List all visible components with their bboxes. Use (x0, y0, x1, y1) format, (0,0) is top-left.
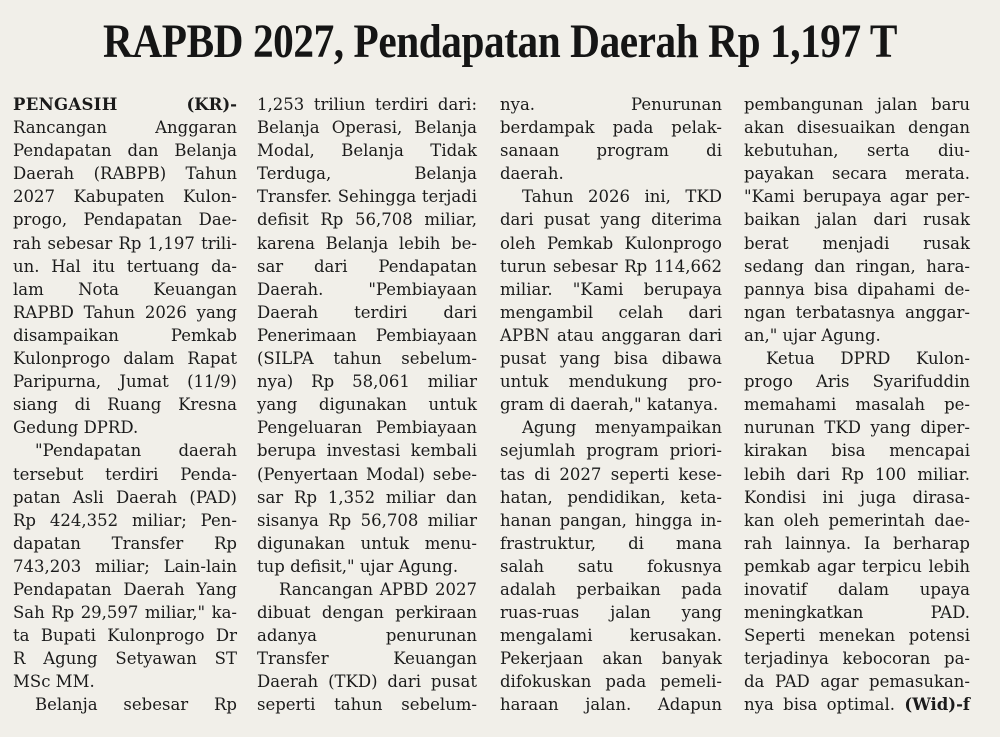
text-line: 1,253 triliun terdiri dari: (257, 95, 477, 114)
text-line: turun sebesar Rp 114,662 (500, 256, 722, 276)
text-line: MSc MM. (13, 672, 95, 692)
text-line: un. Hal itu tertuang da- (13, 256, 237, 276)
text-line: meningkatkan PAD. (744, 603, 970, 623)
text-line: Terduga, Belanja (257, 164, 477, 184)
text-line: mengambil celah dari (500, 302, 722, 322)
text-line: Belanja sebesar Rp (35, 695, 237, 715)
text-line: berdampak pada pelak- (500, 118, 722, 138)
text-line: dapatan Transfer Rp (13, 533, 237, 553)
text-line: sedang dan ringan, hara- (744, 256, 970, 276)
text-line: hanan pangan, hingga in- (500, 510, 722, 530)
text-line: lebih dari Rp 100 miliar. (744, 464, 970, 484)
text-line: tas di 2027 seperti kese- (500, 464, 722, 484)
text-line: memahami masalah pe- (744, 395, 970, 415)
dateline-place: PENGASIH (13, 95, 118, 114)
text-line: oleh Pemkab Kulonprogo (500, 233, 722, 253)
text-line: progo Aris Syarifuddin (744, 372, 970, 392)
text-line: nya bisa optimal. (Wid)-f (744, 695, 971, 715)
text-line: Belanja Operasi, Belanja (257, 118, 477, 138)
text-line: kirakan bisa mencapai (744, 441, 970, 461)
article-column-3 (500, 93, 722, 717)
text-line: "Pendapatan daerah (35, 441, 237, 461)
text-line: seperti tahun sebelum- (257, 695, 477, 715)
text-line: Kulonprogo dalam Rapat (13, 349, 237, 369)
dateline (13, 93, 237, 116)
text-line: progo, Pendapatan Dae- (13, 210, 237, 230)
article-column-1 (13, 93, 237, 717)
text-line: Paripurna, Jumat (11/9) (13, 372, 237, 392)
text-line: tersebut terdiri Penda- (13, 464, 237, 484)
text-line: akan disesuaikan dengan (744, 118, 970, 138)
text-line: payakan secara merata. (744, 164, 970, 184)
text-line: berupa investasi kembali (257, 441, 477, 461)
text-line: inovatif dalam upaya (744, 579, 970, 599)
text-line: Daerah terdiri dari (257, 302, 477, 322)
text-line: sar Rp 1,352 miliar dan (257, 487, 477, 507)
text-line: dibuat dengan perkiraan (257, 603, 477, 623)
text-line: Modal, Belanja Tidak (257, 141, 477, 161)
text-line: untuk mendukung pro- (500, 372, 722, 392)
text-line: ruas-ruas jalan yang (500, 603, 722, 623)
text-line: tup defisit," ujar Agung. (257, 556, 459, 576)
text-line: da PAD agar pemasukan- (744, 672, 970, 692)
text-line: terjadinya kebocoran pa- (744, 649, 970, 669)
text-line: ngan terbatasnya anggar- (744, 302, 970, 322)
text-line: Transfer. Sehingga terjadi (257, 187, 477, 207)
text-line: Daerah. "Pembiayaan (257, 279, 477, 299)
text-line: "Kami berupaya agar per- (744, 187, 970, 207)
text-line: Gedung DPRD. (13, 418, 139, 438)
text-line: Pendapatan dan Belanja (13, 141, 237, 161)
text-line: sar dari Pendapatan (257, 256, 477, 276)
text-line: Pengeluaran Pembiayaan (257, 418, 477, 438)
text-line: yang digunakan untuk (257, 395, 477, 415)
text-line: an," ujar Agung. (744, 325, 881, 345)
text-line: R Agung Setyawan ST (13, 649, 237, 669)
text-line: disampaikan Pemkab (13, 325, 237, 345)
text-line: Tahun 2026 ini, TKD (522, 187, 722, 207)
text-line: 743,203 miliar; Lain-lain (13, 556, 237, 576)
text-line: adanya penurunan (257, 626, 477, 646)
text-line: Rancangan Anggaran (13, 118, 237, 138)
text-line: kan oleh pemerintah dae- (744, 510, 970, 530)
article-column-2 (257, 93, 477, 717)
text-line: Kondisi ini juga dirasa- (744, 487, 970, 507)
text-line: pemkab agar terpicu lebih (744, 556, 970, 576)
text-line: Penerimaan Pembiayaan (257, 325, 477, 345)
text-line: digunakan untuk menu- (257, 533, 477, 553)
text-line: sejumlah program priori- (500, 441, 722, 461)
text-line: Daerah (RABPB) Tahun (13, 164, 237, 184)
text-line: nya. Penurunan (500, 95, 722, 114)
text-line: Agung menyampaikan (522, 418, 722, 438)
text-line: sisanya Rp 56,708 miliar (257, 510, 477, 530)
text-line: gram di daerah," katanya. (500, 395, 719, 415)
author-signoff: (Wid)-f (904, 695, 971, 715)
text-line: Rancangan APBD 2027 (279, 579, 477, 599)
text-line: hatan, pendidikan, keta- (500, 487, 722, 507)
dateline-source: (KR)- (186, 95, 237, 114)
article-column-4 (744, 93, 970, 717)
text-line: rah sebesar Rp 1,197 trili- (13, 233, 237, 253)
text-line: RAPBD Tahun 2026 yang (13, 302, 237, 322)
text-line: pusat yang bisa dibawa (500, 349, 722, 369)
text-line: difokuskan pada pemeli- (500, 672, 722, 692)
text-line: nya) Rp 58,061 miliar (257, 372, 477, 392)
text-line: karena Belanja lebih be- (257, 233, 477, 253)
text-line: (Penyertaan Modal) sebe- (257, 464, 477, 484)
text-line: lam Nota Keuangan (13, 279, 237, 299)
text-line: adalah perbaikan pada (500, 579, 722, 599)
text-line: miliar. "Kami berupaya (500, 279, 722, 299)
text-line: (SILPA tahun sebelum- (257, 349, 477, 369)
text-line: dari pusat yang diterima (500, 210, 722, 230)
text-line: Sah Rp 29,597 miliar," ka- (13, 603, 237, 623)
text-line: pannya bisa dipahami de- (744, 279, 970, 299)
text-line: 2027 Kabupaten Kulon- (13, 187, 237, 207)
text-line: mengalami kerusakan. (500, 626, 722, 646)
text-line: Pekerjaan akan banyak (500, 649, 722, 669)
text-line: rah lainnya. Ia berharap (744, 533, 970, 553)
text-line: Rp 424,352 miliar; Pen- (13, 510, 237, 530)
text-line: baikan jalan dari rusak (744, 210, 970, 230)
text-line: Seperti menekan potensi (744, 626, 970, 646)
text-line: Daerah (TKD) dari pusat (257, 672, 477, 692)
text-line: Ketua DPRD Kulon- (766, 349, 970, 369)
text-line: APBN atau anggaran dari (500, 325, 722, 345)
text-line: frastruktur, di mana (500, 533, 722, 553)
text-line: patan Asli Daerah (PAD) (13, 487, 237, 507)
text-line: berat menjadi rusak (744, 233, 970, 253)
text-line: Pendapatan Daerah Yang (13, 579, 237, 599)
text-line: Transfer Keuangan (257, 649, 477, 669)
headline: RAPBD 2027, Pendapatan Daerah Rp 1,197 T (103, 15, 897, 68)
text-line: defisit Rp 56,708 miliar, (257, 210, 477, 230)
text-line: haraan jalan. Adapun (500, 695, 722, 715)
text-line: pembangunan jalan baru (744, 95, 970, 114)
text-line: daerah. (500, 164, 564, 184)
text-line: siang di Ruang Kresna (13, 395, 237, 415)
text-line: kebutuhan, serta diu- (744, 141, 970, 161)
text-line: sanaan program di (500, 141, 722, 161)
text-line: ta Bupati Kulonprogo Dr (13, 626, 237, 646)
text-line: nurunan TKD yang diper- (744, 418, 970, 438)
text-line: salah satu fokusnya (500, 556, 722, 576)
